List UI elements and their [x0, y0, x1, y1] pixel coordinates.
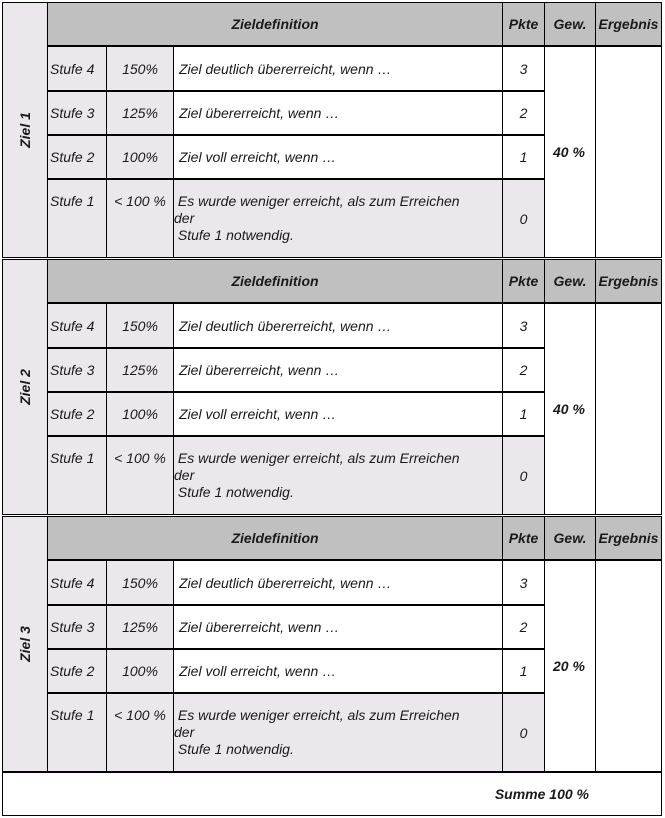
header-gew-text: Gew. — [553, 273, 587, 289]
description-cell — [173, 693, 503, 772]
description-cell — [173, 135, 503, 179]
weight-cell — [544, 560, 596, 772]
result-cell[interactable] — [595, 560, 662, 772]
points-cell — [502, 46, 545, 91]
percent-cell-text: 125% — [122, 362, 158, 378]
header-ergebnis — [595, 516, 662, 560]
percent-cell — [106, 693, 174, 772]
percent-cell — [106, 303, 174, 348]
percent-cell-text: 150% — [122, 317, 158, 334]
header-zieldefinition — [47, 2, 503, 46]
sum-row-text: Summe 100 % — [494, 786, 589, 802]
header-zieldefinition — [47, 516, 503, 560]
percent-cell — [106, 436, 174, 515]
stufe-cell — [47, 348, 107, 392]
percent-cell — [106, 560, 174, 605]
points-cell — [502, 135, 545, 179]
header-pkte-text: Pkte — [508, 530, 539, 546]
description-cell — [173, 605, 503, 649]
stufe-cell — [47, 303, 107, 348]
stufe-cell — [47, 605, 107, 649]
header-ergebnis-text: Ergebnis — [598, 530, 659, 546]
stufe-cell — [47, 436, 107, 515]
header-ergebnis-text: Ergebnis — [598, 273, 659, 289]
weight-cell — [544, 46, 596, 258]
goal-label — [2, 516, 48, 772]
stufe-cell-text: Stufe 1 — [50, 707, 95, 723]
description-cell-text: Ziel voll erreicht, wenn … — [179, 149, 337, 165]
result-cell[interactable] — [595, 46, 662, 258]
points-cell-text: 2 — [519, 619, 528, 635]
header-gew-text: Gew. — [553, 16, 587, 32]
description-cell-text: Ziel übererreicht, wenn … — [179, 105, 340, 121]
goal-label-text: Ziel 3 — [16, 626, 33, 662]
description-text: Es wurde weniger erreicht, als zum Erreichen der Stufe 1 notwendig. — [174, 193, 460, 243]
percent-cell-text: 100% — [122, 406, 158, 422]
header-ergebnis — [595, 259, 662, 303]
points-cell — [502, 179, 545, 258]
points-cell-text: 1 — [519, 406, 528, 422]
points-cell-text: 1 — [519, 149, 528, 165]
percent-cell — [106, 605, 174, 649]
points-cell-text: 0 — [519, 467, 528, 484]
percent-cell-text: 125% — [122, 105, 158, 121]
result-cell[interactable] — [595, 303, 662, 515]
percent-cell-text: 100% — [122, 149, 158, 165]
stufe-cell — [47, 649, 107, 693]
percent-cell-text: < 100 % — [114, 707, 166, 723]
header-gew — [544, 2, 596, 46]
description-text: Es wurde weniger erreicht, als zum Erreichen der Stufe 1 notwendig. — [174, 707, 460, 757]
description-cell — [173, 392, 503, 436]
stufe-cell — [47, 46, 107, 91]
stufe-cell-text: Stufe 4 — [50, 574, 95, 591]
percent-cell-text: 125% — [122, 619, 158, 635]
percent-cell — [106, 91, 174, 135]
stufe-cell-text: Stufe 3 — [50, 105, 95, 121]
goal-label — [2, 2, 48, 258]
stufe-cell-text: Stufe 2 — [50, 663, 95, 679]
percent-cell-text: < 100 % — [114, 193, 166, 209]
stufe-cell — [47, 392, 107, 436]
description-cell — [173, 649, 503, 693]
points-cell-text: 3 — [519, 60, 528, 77]
stufe-cell-text: Stufe 1 — [50, 450, 95, 466]
percent-cell — [106, 392, 174, 436]
header-gew — [544, 516, 596, 560]
header-pkte-text: Pkte — [508, 16, 539, 32]
percent-cell-text: < 100 % — [114, 450, 166, 466]
description-cell — [173, 46, 503, 91]
points-cell — [502, 560, 545, 605]
header-zieldefinition-text: Zieldefinition — [231, 16, 319, 32]
header-gew — [544, 259, 596, 303]
goal-label — [2, 259, 48, 515]
goal-label-text: Ziel 1 — [16, 112, 33, 148]
description-cell-text: Ziel übererreicht, wenn … — [179, 619, 340, 635]
stufe-cell-text: Stufe 4 — [50, 60, 95, 77]
goal-label-text: Ziel 2 — [16, 369, 33, 405]
description-text: Es wurde weniger erreicht, als zum Erreichen der Stufe 1 notwendig. — [174, 450, 460, 500]
stufe-cell-text: Stufe 2 — [50, 406, 95, 422]
header-pkte — [502, 259, 545, 303]
header-zieldefinition-text: Zieldefinition — [231, 530, 319, 546]
stufe-cell-text: Stufe 4 — [50, 317, 95, 334]
description-cell — [173, 560, 503, 605]
description-cell — [173, 179, 503, 258]
stufe-cell-text: Stufe 1 — [50, 193, 95, 209]
weight-cell-text: 20 % — [553, 658, 585, 674]
percent-cell — [106, 46, 174, 91]
header-pkte-text: Pkte — [508, 273, 539, 289]
points-cell-text: 0 — [519, 210, 528, 227]
points-cell — [502, 649, 545, 693]
points-cell-text: 2 — [519, 362, 528, 378]
points-cell-text: 1 — [519, 663, 528, 679]
description-cell-text: Ziel voll erreicht, wenn … — [179, 406, 337, 422]
points-cell — [502, 303, 545, 348]
stufe-cell-text: Stufe 2 — [50, 149, 95, 165]
header-pkte — [502, 2, 545, 46]
weight-cell-text: 40 % — [553, 144, 585, 160]
header-zieldefinition-text: Zieldefinition — [231, 273, 319, 289]
points-cell — [502, 605, 545, 649]
description-cell-text: Ziel deutlich übererreicht, wenn … — [179, 60, 392, 77]
sum-row — [2, 772, 662, 816]
description-cell — [173, 348, 503, 392]
stufe-cell — [47, 135, 107, 179]
weight-cell — [544, 303, 596, 515]
points-cell — [502, 392, 545, 436]
stufe-cell — [47, 693, 107, 772]
points-cell — [502, 348, 545, 392]
points-cell-text: 3 — [519, 317, 528, 334]
points-cell — [502, 436, 545, 515]
stufe-cell — [47, 560, 107, 605]
percent-cell — [106, 649, 174, 693]
points-cell-text: 2 — [519, 105, 528, 121]
description-cell-text: Ziel deutlich übererreicht, wenn … — [179, 574, 392, 591]
description-cell-text: Ziel deutlich übererreicht, wenn … — [179, 317, 392, 334]
points-cell-text: 0 — [519, 724, 528, 741]
stufe-cell-text: Stufe 3 — [50, 619, 95, 635]
percent-cell — [106, 135, 174, 179]
header-ergebnis — [595, 2, 662, 46]
percent-cell-text: 150% — [122, 574, 158, 591]
percent-cell-text: 150% — [122, 60, 158, 77]
header-ergebnis-text: Ergebnis — [598, 16, 659, 32]
description-cell — [173, 436, 503, 515]
stufe-cell — [47, 179, 107, 258]
stufe-cell — [47, 91, 107, 135]
header-gew-text: Gew. — [553, 530, 587, 546]
header-zieldefinition — [47, 259, 503, 303]
description-cell-text: Ziel voll erreicht, wenn … — [179, 663, 337, 679]
percent-cell-text: 100% — [122, 663, 158, 679]
description-cell — [173, 303, 503, 348]
description-cell — [173, 91, 503, 135]
stufe-cell-text: Stufe 3 — [50, 362, 95, 378]
points-cell — [502, 91, 545, 135]
header-pkte — [502, 516, 545, 560]
percent-cell — [106, 348, 174, 392]
percent-cell — [106, 179, 174, 258]
points-cell — [502, 693, 545, 772]
points-cell-text: 3 — [519, 574, 528, 591]
weight-cell-text: 40 % — [553, 401, 585, 417]
description-cell-text: Ziel übererreicht, wenn … — [179, 362, 340, 378]
